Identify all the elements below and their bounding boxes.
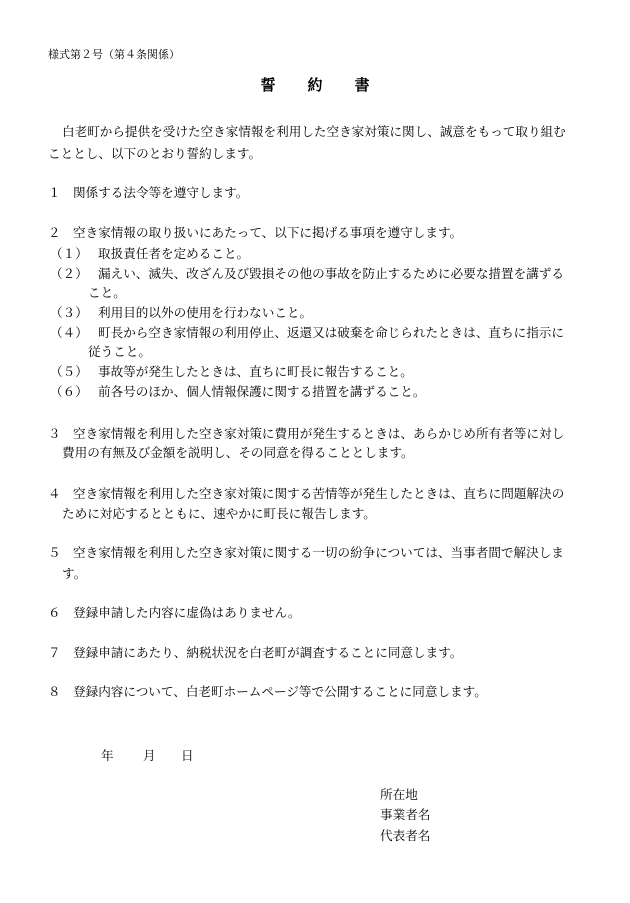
item-1 xyxy=(48,185,248,201)
sub-item-3 xyxy=(50,305,312,321)
item-3 xyxy=(48,426,564,442)
sub-item-2-continuation: こと。 xyxy=(88,285,126,300)
item-2 xyxy=(48,225,462,241)
sub-item-2-number: （２） xyxy=(50,266,88,281)
item-7-number: ７ xyxy=(48,645,61,660)
sub-item-1-number: （１） xyxy=(50,246,88,261)
item-3-text: 空き家情報を利用した空き家対策に費用が発生するときは、あらかじめ所有者等に対し xyxy=(73,426,565,441)
sub-item-1-text: 取扱責任者を定めること。 xyxy=(98,246,250,261)
date-day: 日 xyxy=(181,748,194,763)
date-month: 月 xyxy=(143,748,156,763)
form-number: 様式第２号（第４条関係） xyxy=(48,48,180,61)
intro-line-2: こととし、以下のとおり誓約します。 xyxy=(48,146,262,161)
item-2-number: ２ xyxy=(48,225,61,240)
item-3-continuation: 費用の有無及び金額を説明し、その同意を得ることとします。 xyxy=(62,445,414,460)
item-6 xyxy=(48,605,300,621)
item-8 xyxy=(48,684,487,700)
address-label: 所在地 xyxy=(380,787,418,802)
document-title: 誓約書 xyxy=(260,76,402,94)
item-8-text: 登録内容について、白老町ホームページ等で公開することに同意します。 xyxy=(73,684,487,699)
item-5-continuation: す。 xyxy=(62,566,87,581)
sub-item-5-number: （５） xyxy=(50,364,88,379)
item-2-text: 空き家情報の取り扱いにあたって、以下に掲げる事項を遵守します。 xyxy=(73,225,463,240)
item-8-number: ８ xyxy=(48,684,61,699)
sub-item-5 xyxy=(50,364,413,380)
sub-item-1 xyxy=(50,246,249,262)
sub-item-4-continuation: 従うこと。 xyxy=(88,344,151,359)
item-6-text: 登録申請した内容に虚偽はありません。 xyxy=(73,605,301,620)
item-4-number: ４ xyxy=(48,486,61,501)
sub-item-6-text: 前各号のほか、個人情報保護に関する措置を講ずること。 xyxy=(98,384,426,399)
sub-item-3-number: （３） xyxy=(50,305,88,320)
sub-item-6 xyxy=(50,384,425,400)
item-3-number: ３ xyxy=(48,426,61,441)
item-5 xyxy=(48,545,564,561)
item-4 xyxy=(48,486,564,502)
intro-line-1: 白老町から提供を受けた空き家情報を利用した空き家対策に関し、誠意をもって取り組む xyxy=(62,124,566,139)
representative-label: 代表者名 xyxy=(380,828,431,843)
item-5-number: ５ xyxy=(48,545,61,560)
sub-item-6-number: （６） xyxy=(50,384,88,399)
item-4-text: 空き家情報を利用した空き家対策に関する苦情等が発生したときは、直ちに問題解決の xyxy=(73,486,565,501)
sub-item-5-text: 事故等が発生したときは、直ちに町長に報告すること。 xyxy=(98,364,413,379)
item-5-text: 空き家情報を利用した空き家対策に関する一切の紛争については、当事者間で解決しま xyxy=(73,545,564,560)
item-4-continuation: ために対応するとともに、速やかに町長に報告します。 xyxy=(62,506,376,521)
business-name-label: 事業者名 xyxy=(380,807,431,822)
sub-item-4-text: 町長から空き家情報の利用停止、返還又は破棄を命じられたときは、直ちに指示に xyxy=(98,325,564,340)
sub-item-3-text: 利用目的以外の使用を行わないこと。 xyxy=(98,305,313,320)
sub-item-4-number: （４） xyxy=(50,325,88,340)
item-1-text: 関係する法令等を遵守します。 xyxy=(73,185,249,200)
sub-item-2-text: 漏えい、滅失、改ざん及び毀損その他の事故を防止するために必要な措置を講ずる xyxy=(98,266,564,281)
sub-item-4 xyxy=(50,325,564,341)
item-7 xyxy=(48,645,462,661)
date-year: 年 xyxy=(101,748,114,763)
sub-item-2 xyxy=(50,266,564,282)
item-7-text: 登録申請にあたり、納税状況を白老町が調査することに同意します。 xyxy=(73,645,463,660)
item-6-number: ６ xyxy=(48,605,61,620)
item-1-number: １ xyxy=(48,185,61,200)
